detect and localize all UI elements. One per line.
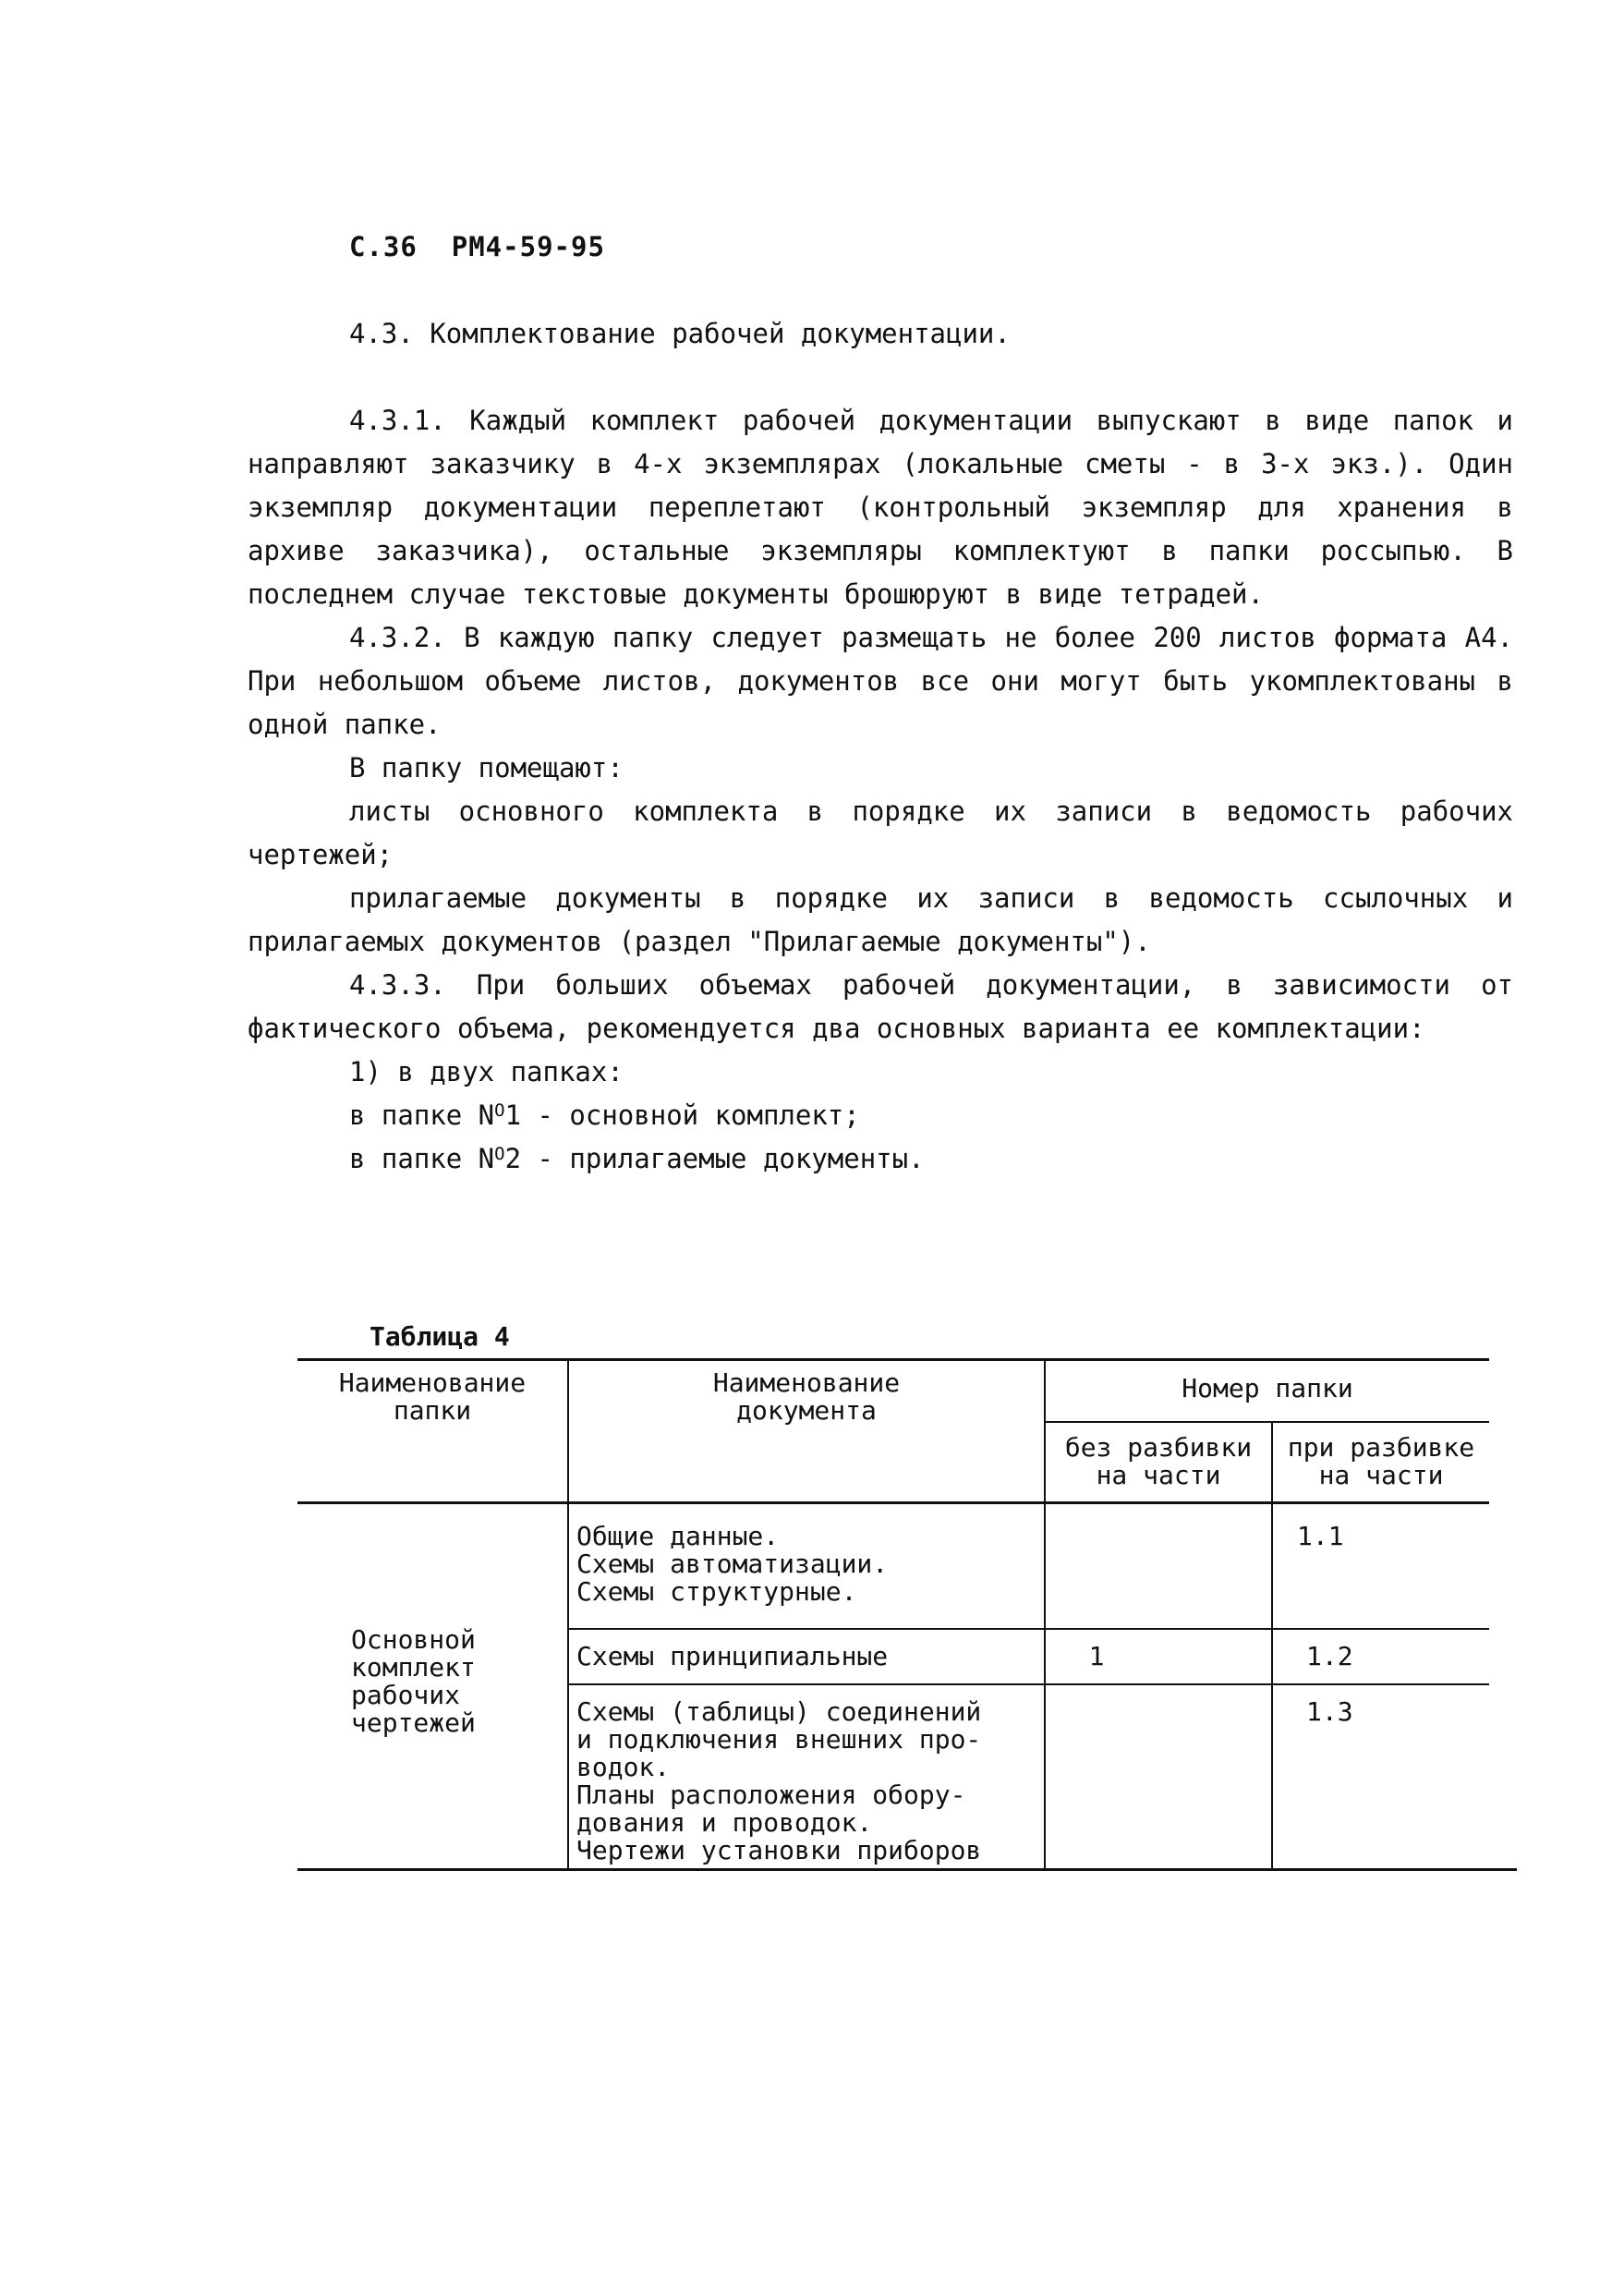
table-header-bottom-rule (297, 1501, 1489, 1504)
paragraph-folder-intro: В папку помещают: (349, 752, 624, 784)
table-bottom-border (297, 1868, 1517, 1871)
folder1-prefix: в папке N (349, 1099, 495, 1131)
page-reference: С.36 (349, 231, 418, 262)
row1-document-line1: Общие данные. (576, 1521, 780, 1551)
table-col1-rule (567, 1358, 569, 1868)
header-document-name-line2: документа (736, 1395, 877, 1426)
header-document-name (569, 1369, 1044, 1425)
table-4 (297, 1358, 1489, 1871)
paragraph-4-3-3: 4.3.3. При больших объемах рабочей документации, в зависимости от фактического объема, рекомендуется два основных варианта ее комплектации: (248, 969, 1513, 1044)
header-folder-name-line2: папки (393, 1395, 472, 1426)
row3-split-number: 1.3 (1306, 1696, 1353, 1727)
paragraph-4-3-2: 4.3.2. В каждую папку следует размещать не более 200 листов формата А4. При небольшом объеме листов, документов все они могут быть укомплектованы в одной папке. (248, 622, 1513, 740)
folder-name-line1: Основной (351, 1624, 476, 1655)
table-caption: Таблица 4 (370, 1321, 510, 1352)
paragraph-sheets: листы основного комплекта в порядке их записи в ведомость рабочих чертежей; (248, 796, 1513, 870)
folder-name-line2: комплект (351, 1652, 476, 1683)
row1-document-line2: Схемы автоматизации. (576, 1549, 889, 1579)
row2-split-number: 1.2 (1306, 1641, 1353, 1671)
row1-document (576, 1523, 1044, 1606)
header-document-name-line1: Наименование (712, 1367, 901, 1398)
row2-document-line1: Схемы принципиальные (576, 1641, 889, 1671)
header-folder-name (297, 1369, 567, 1425)
folder1-sup: О (494, 1100, 505, 1121)
header-folder-name-line1: Наименование (338, 1367, 527, 1398)
row3-document (576, 1698, 1044, 1865)
list-two-folders: 1) в двух папках: (349, 1056, 624, 1087)
folder2-sup: О (494, 1144, 505, 1164)
folder-name-cell (351, 1626, 567, 1737)
header-no-split (1046, 1434, 1271, 1489)
header-with-split (1273, 1434, 1489, 1489)
row3-document-line1: Схемы (таблицы) соединений (576, 1696, 982, 1727)
row2-document (576, 1643, 1044, 1670)
section-title: 4.3. Комплектование рабочей документации. (349, 318, 1011, 349)
row3-document-line3: водок. (576, 1752, 671, 1782)
paragraph-attached: прилагаемые документы в порядке их записи в ведомость ссылочных и прилагаемых документов (раздел "Прилагаемые документы"). (248, 882, 1513, 957)
folder-name-line3: рабочих (351, 1680, 461, 1710)
header-no-split-line1: без разбивки (1064, 1432, 1253, 1463)
page-header (349, 231, 605, 262)
table-number-subheader-rule (1044, 1421, 1489, 1423)
header-with-split-line2: на части (1318, 1460, 1444, 1490)
paragraph-4-3-1: 4.3.1. Каждый комплект рабочей документации выпускают в виде папок и направляют заказчику в 4-х экземплярах (локальные сметы - в 3-х экз.). Один экземпляр документации переплетают (контрольный экземпляр для хранения в архиве заказчика), остальные экземпляры комплектуют в папки россыпью. В последнем случае текстовые документы брошюруют в виде тетрадей. (248, 405, 1513, 610)
no-split-number: 1 (1088, 1641, 1105, 1671)
document-code: РМ4-59-95 (451, 231, 605, 262)
folder-name-line4: чертежей (351, 1707, 476, 1738)
list-folder-2 (248, 1137, 1513, 1181)
folder2-rest: 2 - прилагаемые документы. (504, 1143, 925, 1174)
row1-document-line3: Схемы структурные. (576, 1576, 857, 1607)
table-row2-rule (567, 1683, 1489, 1685)
list-folder-1 (248, 1094, 1513, 1137)
table-row1-rule (567, 1628, 1489, 1630)
header-folder-number: Номер папки (1182, 1373, 1353, 1403)
row3-document-line6: Чертежи установки приборов (576, 1835, 982, 1865)
row3-document-line2: и подключения внешних про- (576, 1724, 982, 1755)
header-with-split-line1: при разбивке (1287, 1432, 1475, 1463)
table-top-border (297, 1358, 1489, 1361)
row3-document-line4: Планы расположения обору- (576, 1780, 966, 1810)
header-no-split-line2: на части (1096, 1460, 1221, 1490)
folder2-prefix: в папке N (349, 1143, 495, 1174)
folder1-rest: 1 - основной комплект; (504, 1099, 860, 1131)
body-text (248, 399, 1513, 1181)
row3-document-line5: дования и проводок. (576, 1807, 873, 1838)
row1-split-number: 1.1 (1297, 1521, 1344, 1551)
